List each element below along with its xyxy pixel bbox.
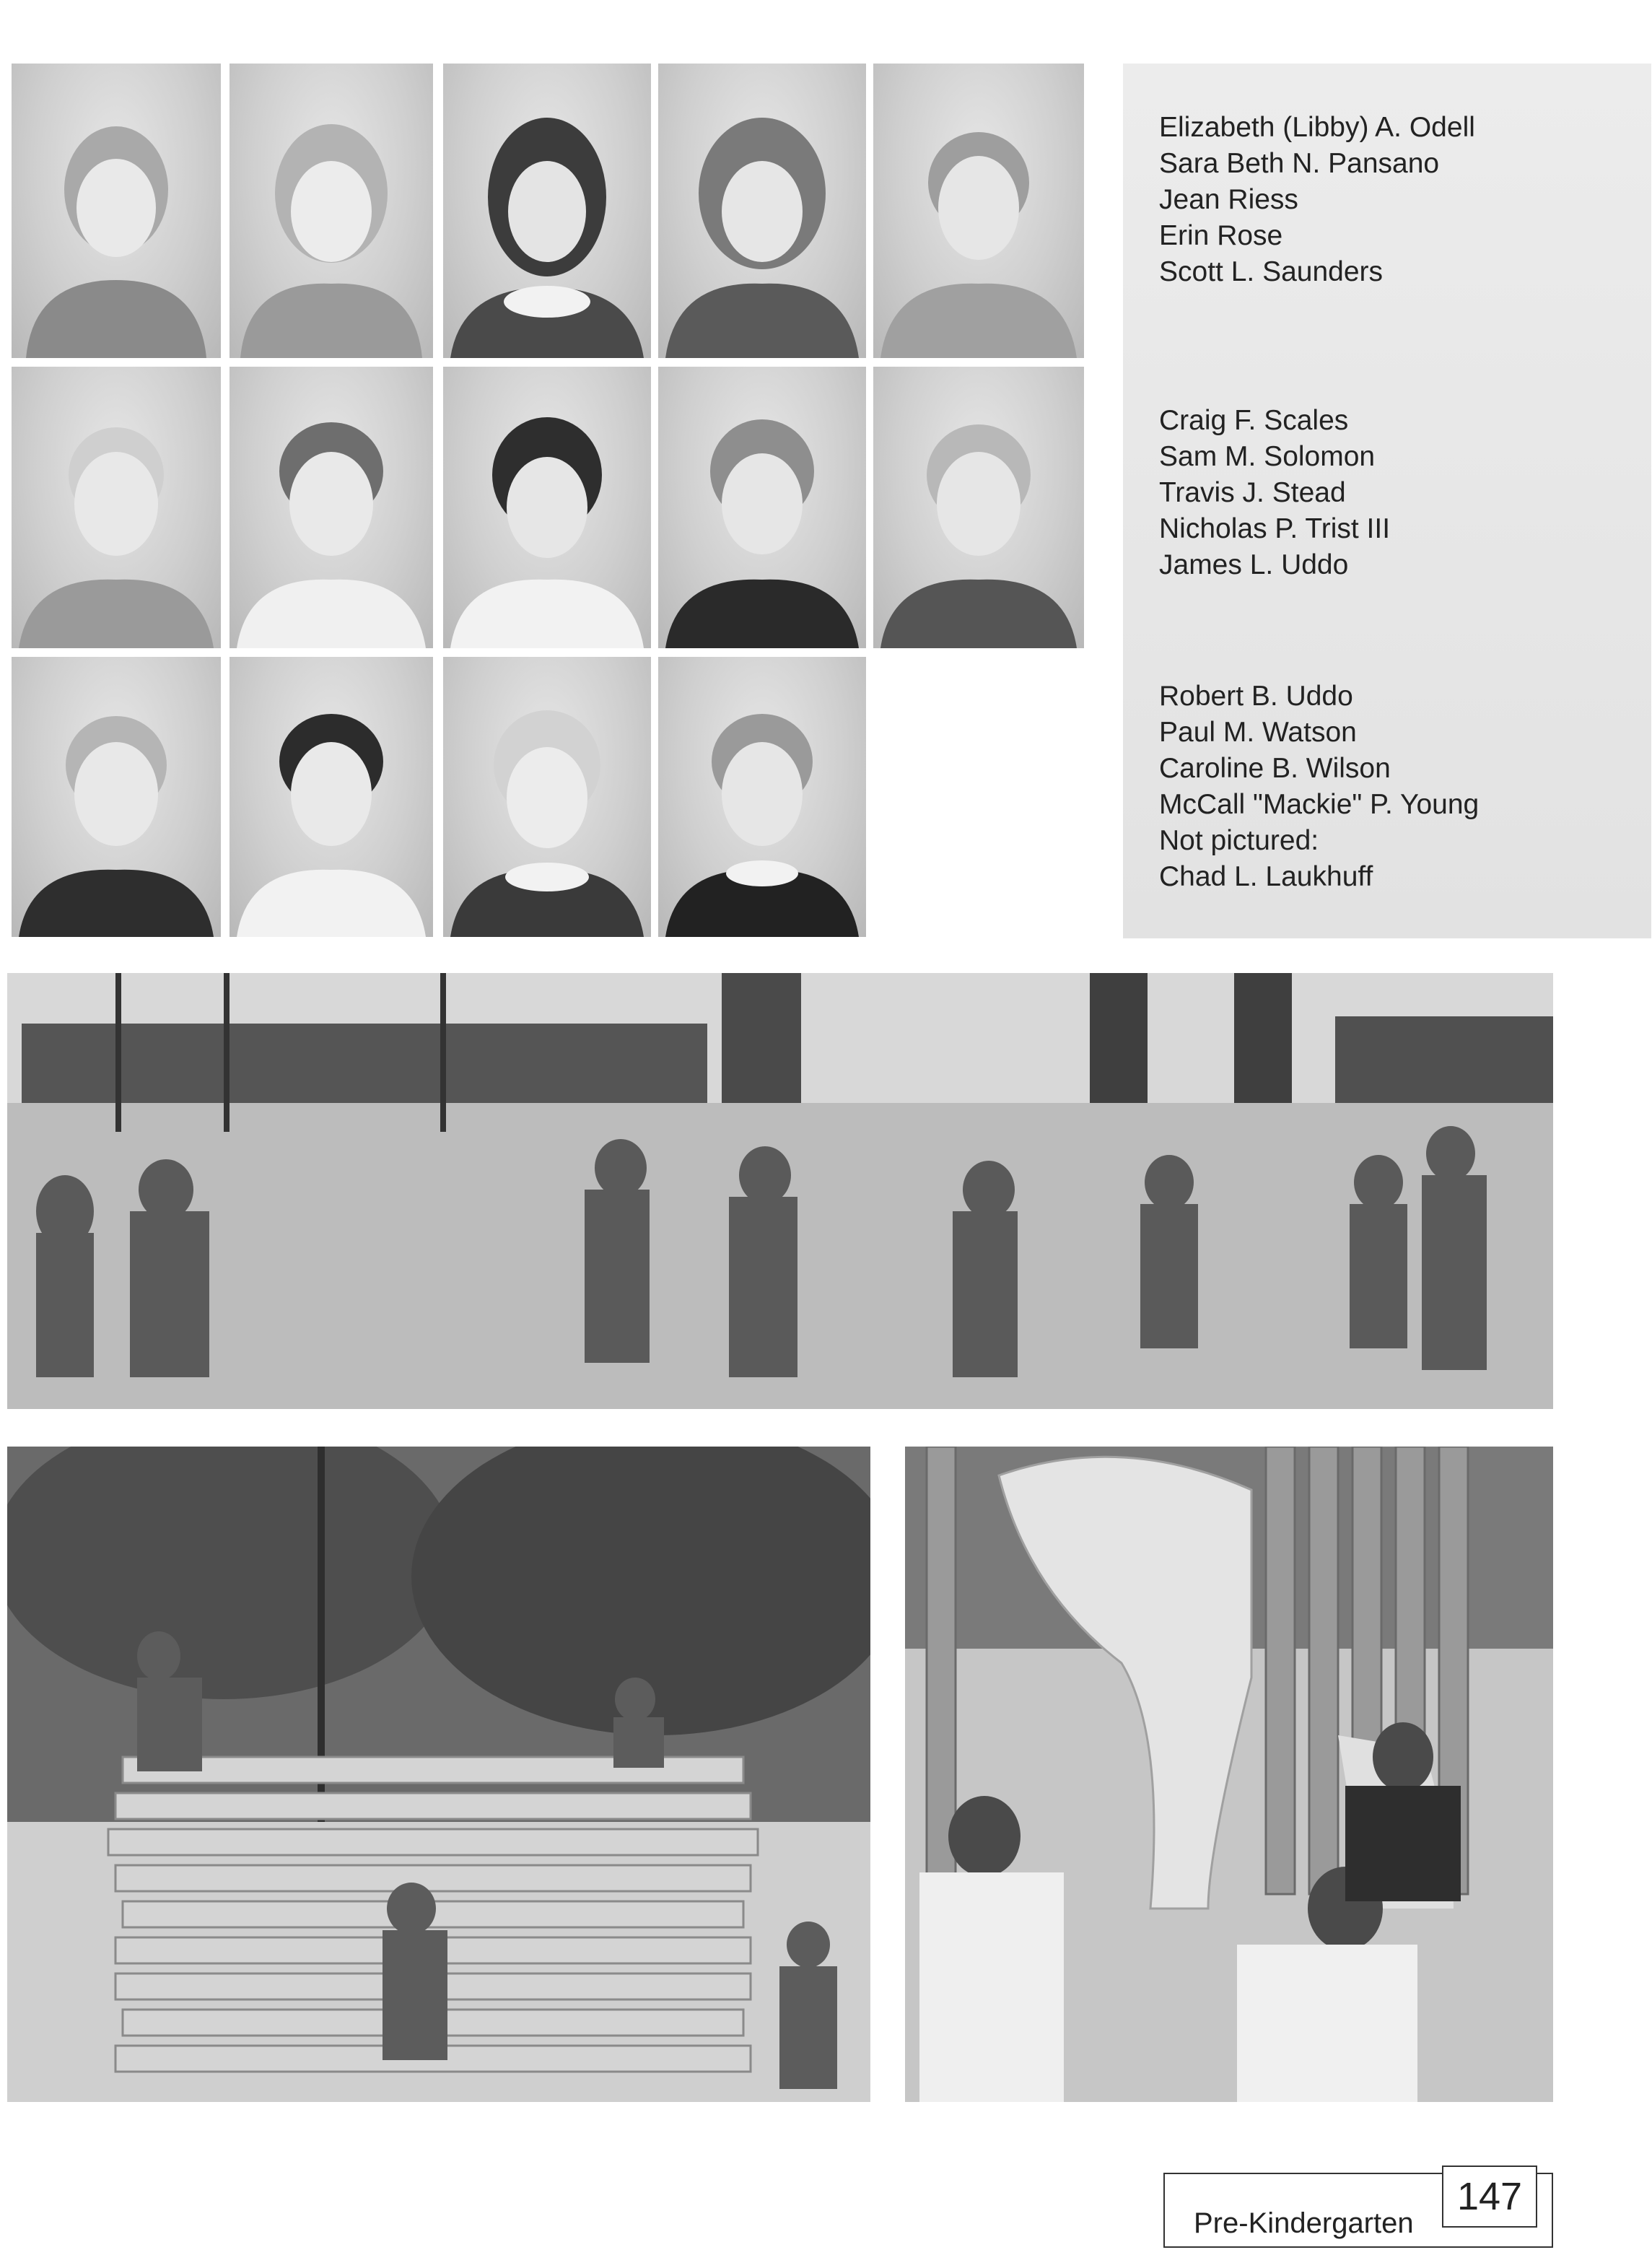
climbing-structure-photo — [7, 1447, 870, 2102]
slide-photo — [905, 1447, 1553, 2102]
student-portrait — [873, 367, 1084, 648]
student-name: Travis J. Stead — [1159, 477, 1346, 508]
student-portrait — [658, 64, 866, 358]
student-name: James L. Uddo — [1159, 549, 1349, 580]
student-name: Sara Beth N. Pansano — [1159, 148, 1440, 179]
student-name: Nicholas P. Trist III — [1159, 513, 1391, 544]
student-portrait — [12, 657, 221, 937]
student-portrait — [230, 64, 433, 358]
student-portrait — [230, 367, 433, 648]
student-portrait — [443, 64, 651, 358]
student-portrait — [658, 657, 866, 937]
student-name: Craig F. Scales — [1159, 405, 1349, 436]
page-number: 147 — [1456, 2175, 1523, 2218]
name-list-group-1 — [1159, 110, 1475, 290]
student-name: Jean Riess — [1159, 184, 1298, 215]
student-portrait — [443, 657, 651, 937]
student-portrait — [658, 367, 866, 648]
student-portrait — [12, 64, 221, 358]
playground-photo — [7, 973, 1553, 1409]
student-portrait — [443, 367, 651, 648]
student-portrait — [12, 367, 221, 648]
name-list-group-3 — [1159, 679, 1479, 895]
student-name: Sam M. Solomon — [1159, 441, 1376, 472]
not-pictured-label: Not pictured: — [1159, 825, 1319, 856]
student-name: Scott L. Saunders — [1159, 256, 1384, 287]
student-portrait — [230, 657, 433, 937]
student-name: Chad L. Laukhuff — [1159, 861, 1373, 892]
name-list-group-2 — [1159, 403, 1390, 583]
names-panel — [1123, 64, 1651, 938]
student-name: Robert B. Uddo — [1159, 681, 1353, 712]
student-name: McCall "Mackie" P. Young — [1159, 789, 1480, 820]
student-portrait — [873, 64, 1084, 358]
student-name: Erin Rose — [1159, 220, 1283, 251]
section-label: Pre-Kindergarten — [1194, 2207, 1414, 2239]
student-name: Paul M. Watson — [1159, 717, 1357, 748]
page-number-box — [1442, 2165, 1537, 2228]
student-name: Elizabeth (Libby) A. Odell — [1159, 112, 1475, 143]
student-name: Caroline B. Wilson — [1159, 753, 1391, 784]
